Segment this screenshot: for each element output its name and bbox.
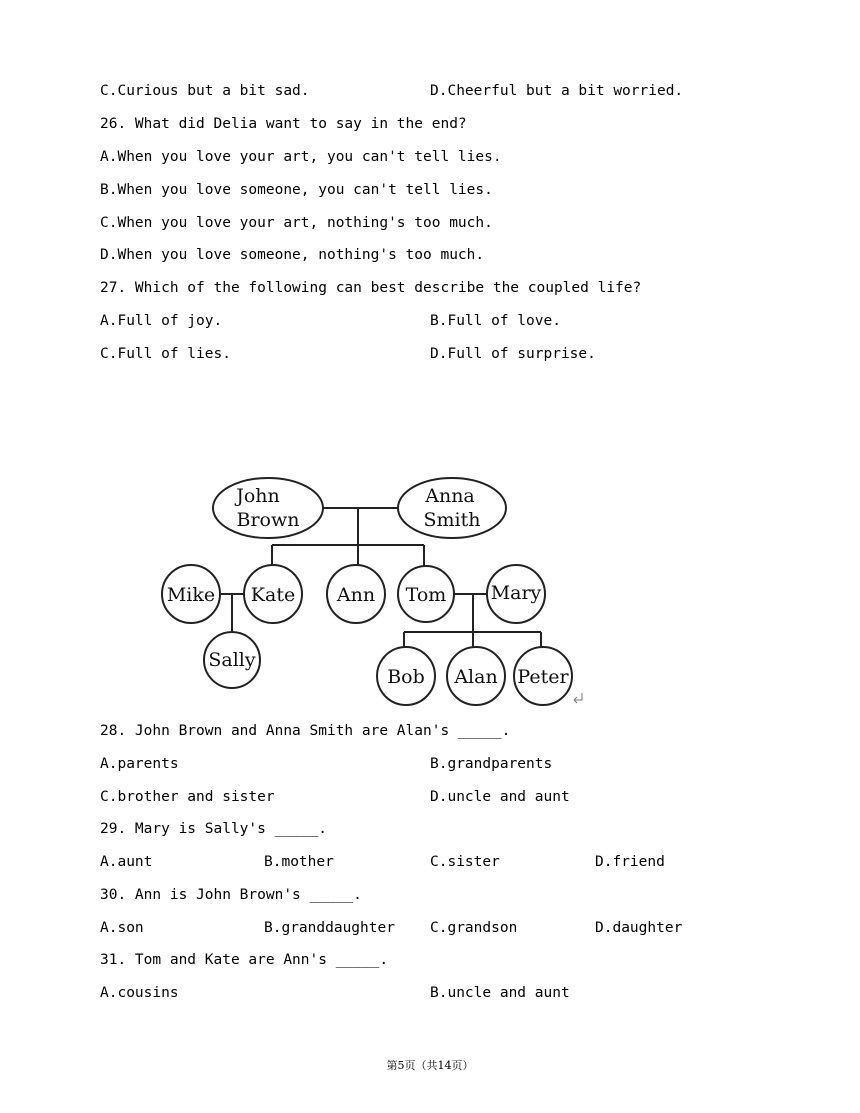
label-mary: Mary — [490, 582, 542, 604]
q30-option-c: C.grandson — [430, 920, 518, 936]
q29-option-d: D.friend — [595, 854, 665, 870]
q30-question: 30. Ann is John Brown's _____. — [100, 887, 362, 903]
q30-option-d: D.daughter — [595, 920, 683, 936]
q28-option-c: C.brother and sister — [100, 789, 275, 805]
q26-question: 26. What did Delia want to say in the end? — [100, 116, 467, 132]
q29-question: 29. Mary is Sally's _____. — [100, 821, 327, 837]
q26-option-c: C.When you love your art, nothing's too much. — [100, 215, 493, 231]
q30-option-a: A.son — [100, 920, 144, 936]
label-kate: Kate — [250, 584, 296, 606]
q27-option-b: B.Full of love. — [430, 313, 561, 329]
q26-option-b: B.When you love someone, you can't tell lies. — [100, 182, 493, 198]
q27-option-a: A.Full of joy. — [100, 313, 223, 329]
label-alan: Alan — [454, 666, 498, 688]
q26-option-a: A.When you love your art, you can't tell lies. — [100, 149, 502, 165]
q27-option-d: D.Full of surprise. — [430, 346, 596, 362]
q29-option-b: B.mother — [264, 854, 334, 870]
q27-option-c: C.Full of lies. — [100, 346, 231, 362]
label-john: John — [236, 485, 280, 507]
q31-option-b: B.uncle and aunt — [430, 985, 570, 1001]
q28-option-d: D.uncle and aunt — [430, 789, 570, 805]
q29-option-a: A.aunt — [100, 854, 153, 870]
q31-question: 31. Tom and Kate are Ann's _____. — [100, 952, 389, 968]
label-anna: Anna — [425, 485, 475, 507]
q28-question: 28. John Brown and Anna Smith are Alan's _____. — [100, 723, 511, 739]
q31-option-a: A.cousins — [100, 985, 179, 1001]
label-smith: Smith — [423, 509, 481, 531]
q26-option-d: D.When you love someone, nothing's too much. — [100, 247, 485, 263]
label-bob: Bob — [387, 666, 425, 688]
q30-option-b: B.granddaughter — [264, 920, 395, 936]
label-peter: Peter — [517, 666, 569, 688]
q28-option-a: A.parents — [100, 756, 179, 772]
q27-question: 27. Which of the following can best describe the coupled life? — [100, 280, 642, 296]
label-ann: Ann — [336, 584, 376, 606]
q28-option-b: B.grandparents — [430, 756, 553, 772]
q25-option-c: C.Curious but a bit sad. — [100, 83, 310, 99]
label-tom: Tom — [405, 584, 447, 606]
q25-option-d: D.Cheerful but a bit worried. — [430, 83, 684, 99]
page-footer: 第5页（共14页） — [386, 1059, 474, 1072]
return-mark-icon — [574, 693, 582, 703]
label-mike: Mike — [166, 584, 216, 606]
label-sally: Sally — [208, 649, 256, 671]
q29-option-c: C.sister — [430, 854, 500, 870]
label-brown: Brown — [236, 509, 300, 531]
